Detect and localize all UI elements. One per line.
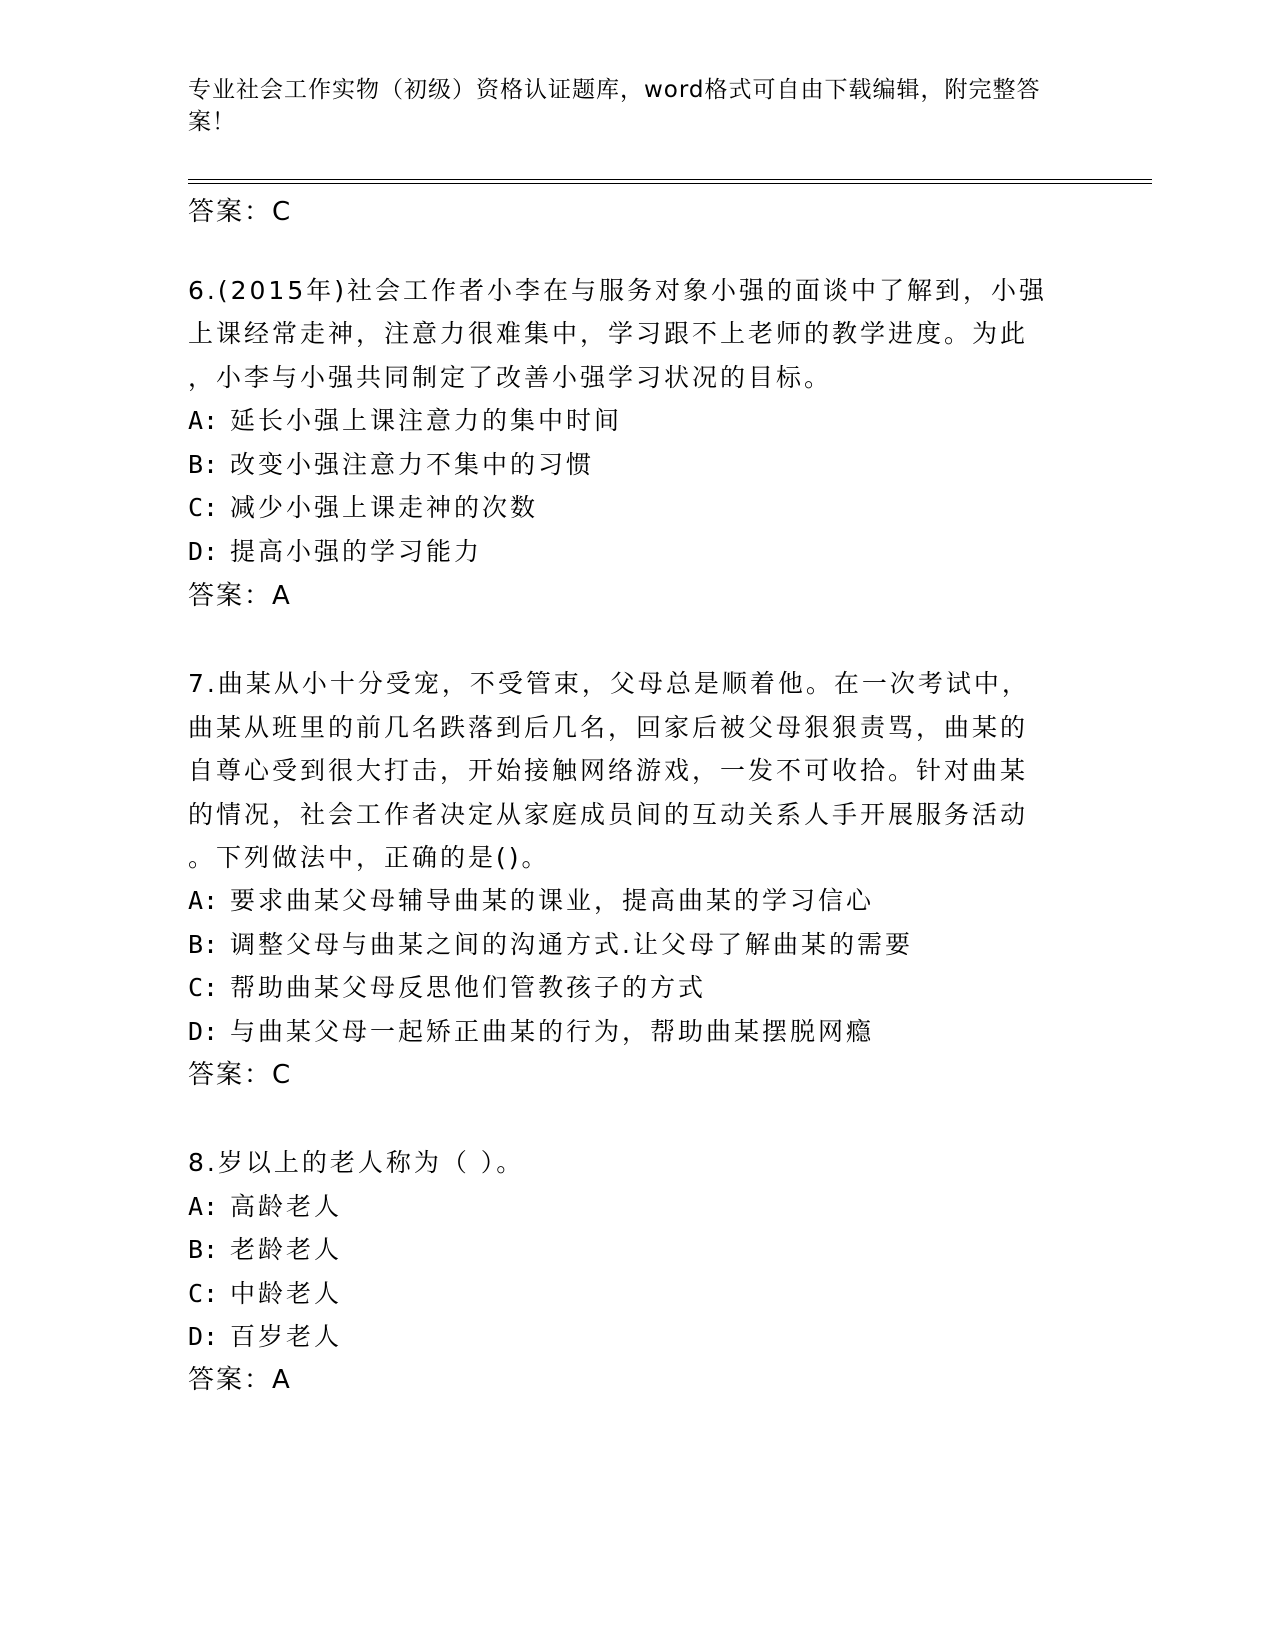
option-label: B:: [188, 450, 219, 479]
option-text: 中龄老人: [230, 1279, 343, 1308]
header-line: 专业社会工作实物（初级）资格认证题库，word格式可自由下载编辑，附完整答: [188, 77, 1041, 103]
option-a: [188, 885, 874, 917]
option-text: 老龄老人: [230, 1235, 343, 1264]
option-label: C:: [188, 493, 219, 522]
option-d: [188, 536, 482, 568]
option-b: [188, 929, 913, 961]
page-header: [188, 74, 1068, 138]
question-text-line: 6.(2015年)社会工作者小李在与服务对象小强的面谈中了解到，小强: [188, 276, 1047, 305]
option-text: 减少小强上课走神的次数: [230, 493, 539, 522]
option-label: A:: [188, 886, 219, 915]
question-text-line: 的情况，社会工作者决定从家庭成员间的互动关系人手开展服务活动: [188, 800, 1029, 829]
option-text: 延长小强上课注意力的集中时间: [230, 406, 623, 435]
header-divider: [188, 179, 1152, 180]
option-a: [188, 405, 622, 437]
option-b: [188, 1234, 342, 1266]
question-text-line: ，小李与小强共同制定了改善小强学习状况的目标。: [188, 363, 833, 392]
option-a: [188, 1191, 342, 1223]
answer-label: 答案：C: [188, 1060, 293, 1090]
option-label: D:: [188, 1017, 219, 1046]
option-label: D:: [188, 1322, 219, 1351]
answer-label: 答案：A: [188, 1365, 292, 1395]
question-text-line: 7.曲某从小十分受宠，不受管束，父母总是顺着他。在一次考试中，: [188, 669, 1030, 698]
option-label: A:: [188, 1192, 219, 1221]
option-label: A:: [188, 406, 219, 435]
option-d: [188, 1016, 874, 1048]
question-text-line: 自尊心受到很大打击，开始接触网络游戏，一发不可收拾。针对曲某: [188, 756, 1029, 785]
answer-label: 答案：C: [188, 197, 293, 227]
option-b: [188, 449, 594, 481]
option-text: 改变小强注意力不集中的习惯: [230, 450, 595, 479]
option-label: B:: [188, 1235, 219, 1264]
option-label: C:: [188, 1279, 219, 1308]
option-text: 提高小强的学习能力: [230, 537, 483, 566]
question-text-line: 上课经常走神，注意力很难集中，学习跟不上老师的教学进度。为此: [188, 319, 1029, 348]
option-text: 高龄老人: [230, 1192, 343, 1221]
question-text-line: 。下列做法中，正确的是()。: [188, 843, 550, 872]
option-label: C:: [188, 973, 219, 1002]
option-c: [188, 972, 706, 1004]
question-text-line: 曲某从班里的前几名跌落到后几名，回家后被父母狠狠责骂，曲某的: [188, 713, 1029, 742]
option-text: 调整父母与曲某之间的沟通方式.让父母了解曲某的需要: [230, 930, 913, 959]
header-line: 案！: [188, 109, 236, 135]
question-text-line: 8.岁以上的老人称为（ ）。: [188, 1148, 525, 1177]
option-text: 帮助曲某父母反思他们管教孩子的方式: [230, 973, 707, 1002]
answer-label: 答案：A: [188, 581, 292, 611]
option-d: [188, 1321, 342, 1353]
header-divider: [188, 183, 1152, 184]
option-text: 要求曲某父母辅导曲某的课业，提高曲某的学习信心: [230, 886, 875, 915]
option-text: 与曲某父母一起矫正曲某的行为，帮助曲某摆脱网瘾: [230, 1017, 875, 1046]
option-label: D:: [188, 537, 219, 566]
option-c: [188, 1278, 342, 1310]
option-text: 百岁老人: [230, 1322, 343, 1351]
option-label: B:: [188, 930, 219, 959]
option-c: [188, 492, 538, 524]
